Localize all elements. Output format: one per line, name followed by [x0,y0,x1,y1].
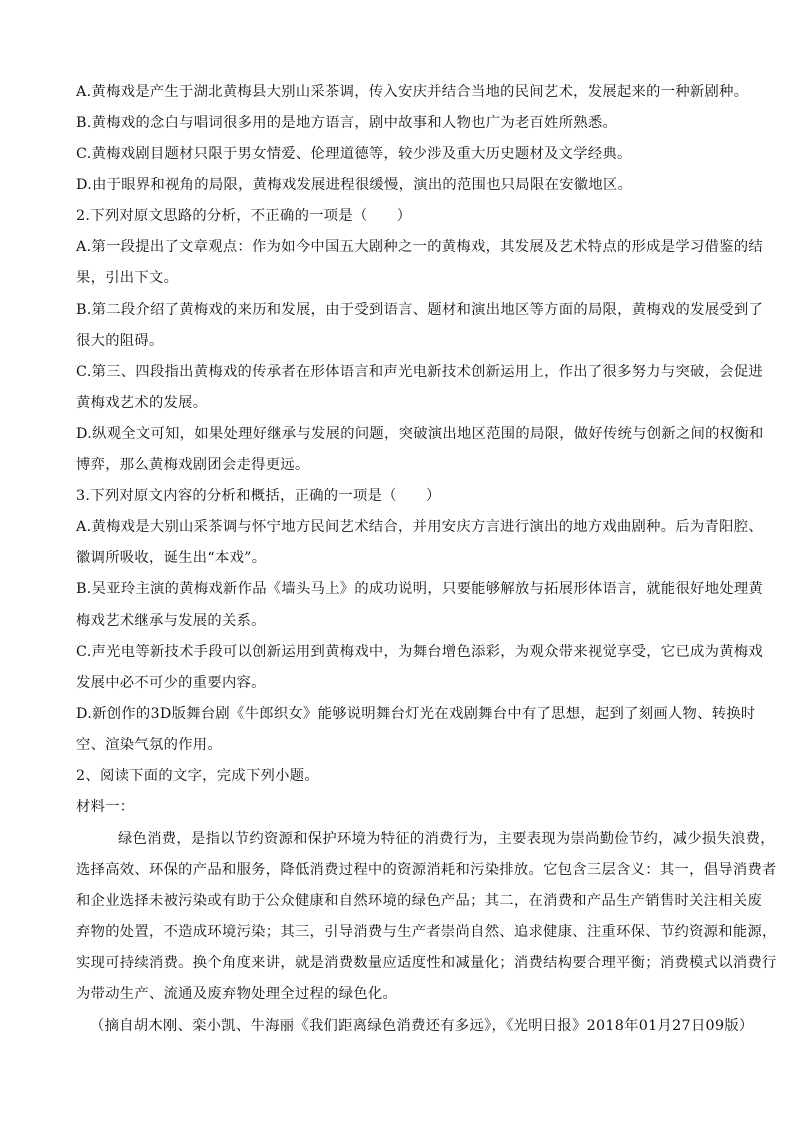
q3-option-b-line2: 梅戏艺术继承与发展的关系。 [76,613,266,629]
q1-option-c: C.黄梅戏剧目题材只限于男女情爱、伦理道德等，较少涉及重大历史题材及文学经典。 [76,146,632,162]
q3-option-b-line1: B.吴亚玲主演的黄梅戏新作品《墙头马上》的成功说明，只要能够解放与拓展形体语言，就能很好地处理黄 [76,581,764,597]
q2-option-c-line2: 黄梅戏艺术的发展。 [76,395,208,411]
q2-option-a-line2: 果，引出下文。 [76,270,179,286]
q1-option-b: B.黄梅戏的念白与唱词很多用的是地方语言，剧中故事和人物也广为老百姓所熟悉。 [76,115,618,131]
q2-option-b-line2: 很大的阻碍。 [76,333,164,349]
section-heading: 2、阅读下面的文字，完成下列小题。 [76,768,319,784]
material-label: 材料一： [76,799,135,815]
q2-option-d-line2: 博弈，那么黄梅戏剧团会走得更远。 [76,457,310,473]
material-paragraph-line5: 实现可持续消费。换个角度来讲，就是消费数量应适度性和减量化；消费结构要合理平衡；消费模式以消费行 [76,955,777,971]
material-paragraph-line6: 为带动生产、流通及废弃物处理全过程的绿色化。 [76,986,398,1002]
q2-option-b-line1: B.第二段介绍了黄梅戏的来历和发展，由于受到语言、题材和演出地区等方面的局限，黄梅戏的发展受到了 [76,302,764,318]
material-paragraph-line3: 和企业选择未被污染或有助于公众健康和自然环境的绿色产品；其二，在消费和产品生产销售时关注相关废 [76,893,763,909]
q3-option-a-line1: A.黄梅戏是大别山采茶调与怀宁地方民间艺术结合，并用安庆方言进行演出的地方戏曲剧种。后为青阳腔、 [76,519,763,535]
q3-stem: 3.下列对原文内容的分析和概括，正确的一项是（ ） [76,488,441,504]
q2-stem: 2.下列对原文思路的分析，不正确的一项是（ ） [76,208,412,224]
source-citation: （摘自胡木刚、栾小凯、牛海丽《我们距离绿色消费还有多远》，《光明日报》2018年01月27日09版） [90,1018,754,1034]
q3-option-d-line1: D.新创作的3D版舞台剧《牛郎织女》能够说明舞台灯光在戏剧舞台中有了思想，起到了刻画人物、转换时 [76,706,756,722]
material-paragraph-line4: 弃物的处置，不造成环境污染；其三，引导消费与生产者崇尚自然、追求健康、注重环保、节约资源和能源， [76,924,777,940]
q1-option-a: A.黄梅戏是产生于湖北黄梅县大别山采茶调，传入安庆并结合当地的民间艺术，发展起来的一种新剧种。 [76,84,749,100]
q3-option-d-line2: 空、渲染气氛的作用。 [76,737,222,753]
q3-option-c-line2: 发展中必不可少的重要内容。 [76,675,266,691]
q3-option-a-line2: 徽调所吸收，诞生出“本戏”。 [76,550,267,566]
material-paragraph-line2: 选择高效、环保的产品和服务，降低消费过程中的资源消耗和污染排放。它包含三层含义：其一，倡导消费者 [76,862,777,878]
q3-option-c-line1: C.声光电等新技术手段可以创新运用到黄梅戏中，为舞台增色添彩，为观众带来视觉享受，它已成为黄梅戏 [76,644,764,660]
q2-option-a-line1: A.第一段提出了文章观点：作为如今中国五大剧种之一的黄梅戏，其发展及艺术特点的形成是学习借鉴的结 [76,239,763,255]
q1-option-d: D.由于眼界和视角的局限，黄梅戏发展进程很缓慢，演出的范围也只局限在安徽地区。 [76,177,633,193]
material-paragraph-line1: 绿色消费，是指以节约资源和保护环境为特征的消费行为，主要表现为崇尚勤俭节约，减少损失浪费， [118,831,775,847]
q2-option-d-line1: D.纵观全文可知，如果处理好继承与发展的问题，突破演出地区范围的局限，做好传统与创新之间的权衡和 [76,426,764,442]
q2-option-c-line1: C.第三、四段指出黄梅戏的传承者在形体语言和声光电新技术创新运用上，作出了很多努力与突破，会促进 [76,364,764,380]
